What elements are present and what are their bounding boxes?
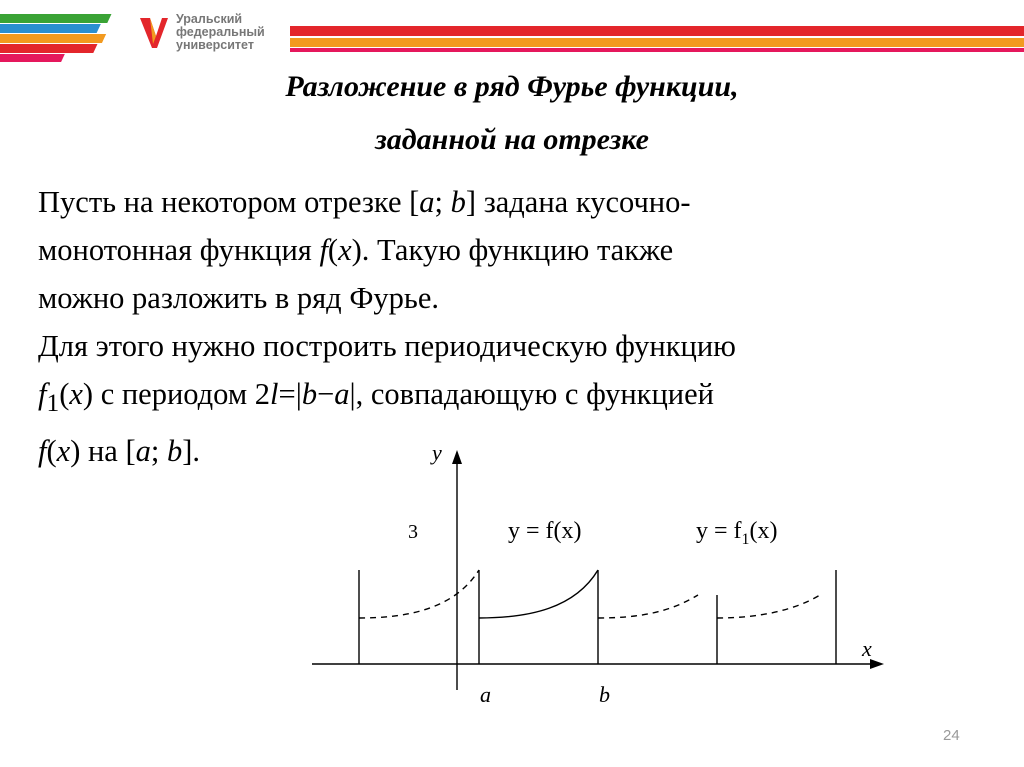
mark-a: a [480,682,491,707]
mark-b: b [599,682,610,707]
text: ( [59,377,70,411]
body-line-4: Для этого нужно построить периодическую функцию [38,329,736,363]
stripe-blue [0,24,101,33]
text: ( [46,434,57,469]
periodic-function-graph [300,440,900,730]
text: − [317,377,335,411]
slide-title-line-2: заданной на отрезке [375,123,649,156]
x-axis-arrow-icon [870,659,884,669]
page-number: 24 [943,727,960,744]
var-f: f [38,377,47,411]
slide-title-line-1: Разложение в ряд Фурье функции, [285,70,739,103]
var-a: a [135,434,151,469]
label-f1 [696,518,778,548]
stripe-red-left [0,44,97,53]
subscript: 1 [46,389,60,418]
text: ] задана кусочно- [465,185,691,219]
x-axis-label: x [862,636,872,661]
text: ; [150,434,167,469]
text: ) с периодом 2 [82,377,271,411]
text: ). Такую функцию также [351,233,674,267]
tick-label-3: 3 [408,521,418,543]
stripe-pink-long [290,48,1024,52]
var-x: x [56,434,71,469]
curve-f1-right-1 [598,595,698,618]
body-line-3: можно разложить в ряд Фурье. [38,281,439,315]
curve-f1-left [359,570,479,618]
text: ) на [ [70,434,136,469]
text: ( [327,233,339,267]
var-b: b [450,185,466,219]
y-axis-arrow-icon [452,450,462,464]
label-f: y = f(x) [508,518,582,544]
logo-line-2: федеральный [176,25,265,39]
var-b: b [167,434,183,469]
stripe-orange [0,34,106,43]
logo-line-1: Уральский [176,12,243,26]
text: монотонная функция [38,233,320,267]
var-b: b [301,377,318,411]
curve-f [479,570,598,618]
text: Пусть на некотором отрезке [ [38,185,420,219]
text: ]. [182,434,201,469]
y-axis-label: y [432,440,442,465]
body-line-2 [38,226,998,274]
slide-body [38,178,998,475]
text: |, совпадающую с функцией [349,377,714,411]
var-x: x [338,233,352,267]
university-name [176,13,265,52]
var-f: f [319,233,328,267]
body-line-5 [38,370,998,427]
body-line-1 [38,178,998,226]
label-f1-suffix: (x) [749,518,778,544]
var-f: f [38,434,47,469]
var-x: x [69,377,83,411]
stripe-green [0,14,111,23]
label-f1-prefix: y = f [696,518,742,544]
stripe-pink [0,54,65,62]
text: =| [278,377,302,411]
curve-f1-right-2 [717,595,820,618]
logo-line-3: университет [176,38,254,52]
var-a: a [419,185,435,219]
label-f1-subscript: 1 [741,531,750,548]
text: ; [434,185,451,219]
var-a: a [334,377,350,411]
stripe-orange-long [290,38,1024,47]
university-logo-icon [138,14,170,54]
var-l: l [270,377,279,411]
stripe-red-long [290,26,1024,36]
